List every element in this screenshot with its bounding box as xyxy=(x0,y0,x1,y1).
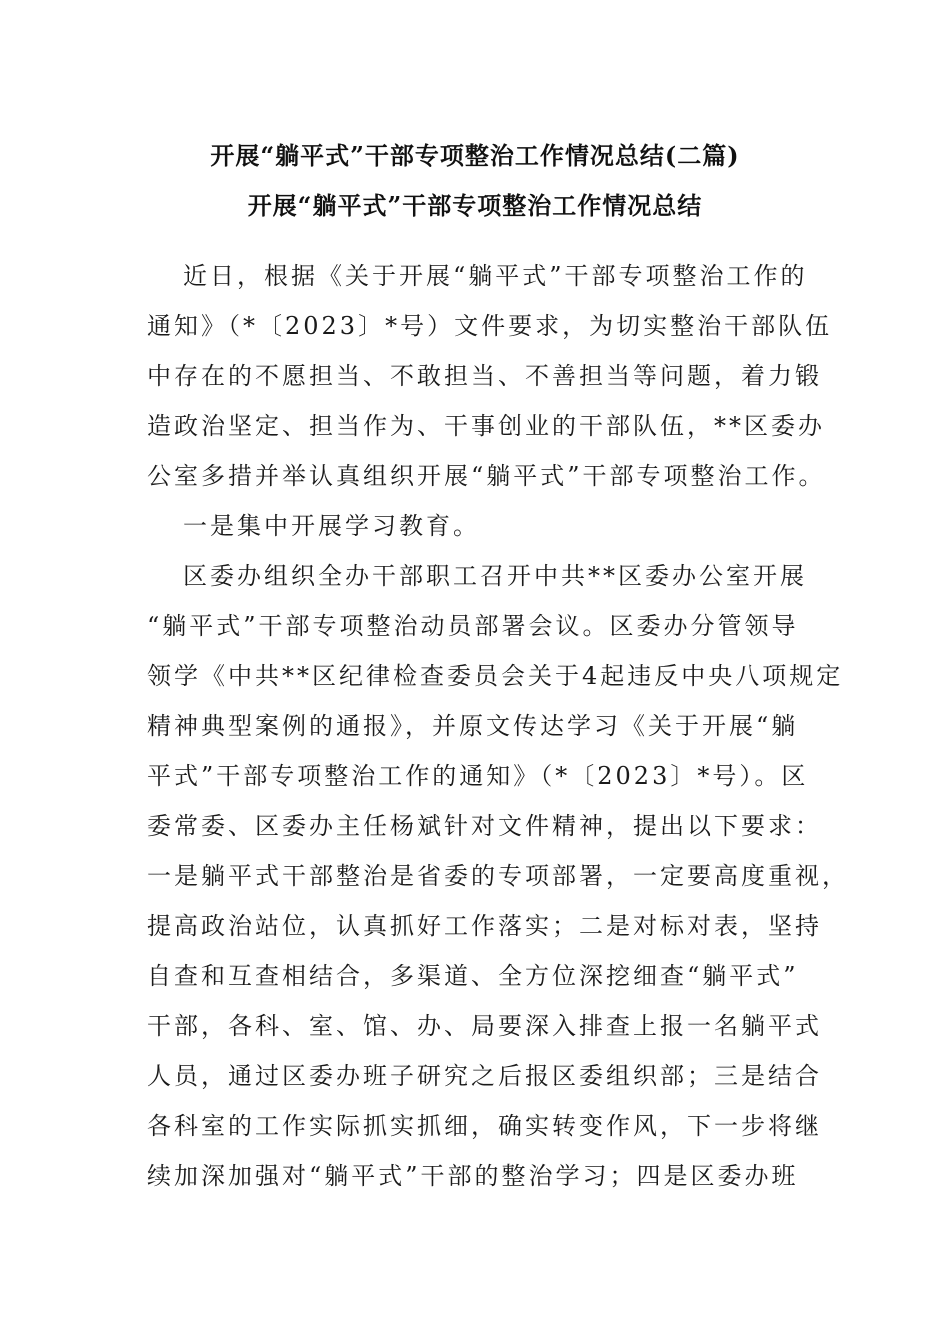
document-subtitle: 开展“躺平式”干部专项整治工作情况总结 xyxy=(247,191,703,220)
body-line: 公室多措并举认真组织开展“躺平式”干部专项整治工作。 xyxy=(147,462,826,490)
body-line: 人员，通过区委办班子研究之后报区委组织部；三是结合 xyxy=(147,1062,822,1090)
body-line: 一是躺平式干部整治是省委的专项部署，一定要高度重视， xyxy=(147,862,849,890)
body-line: 领学《中共**区纪律检查委员会关于4起违反中央八项规定 xyxy=(147,662,844,690)
document-title: 开展“躺平式”干部专项整治工作情况总结(二篇) xyxy=(210,141,740,170)
body-line: 通知》（*〔2023〕*号）文件要求，为切实整治干部队伍 xyxy=(147,312,833,340)
body-line: 中存在的不愿担当、不敢担当、不善担当等问题，着力锻 xyxy=(147,362,822,390)
body-line: 造政治坚定、担当作为、干事创业的干部队伍，**区委办 xyxy=(147,412,825,440)
body-line: 近日，根据《关于开展“躺平式”干部专项整治工作的 xyxy=(183,262,808,290)
body-line: “躺平式”干部专项整治动员部署会议。区委办分管领导 xyxy=(147,612,799,640)
body-line: 干部，各科、室、馆、办、局要深入排查上报一名躺平式 xyxy=(147,1012,822,1040)
body-line: 平式”干部专项整治工作的通知》（*〔2023〕*号）。区 xyxy=(147,762,809,790)
body-line: 区委办组织全办干部职工召开中共**区委办公室开展 xyxy=(183,562,807,590)
body-line: 委常委、区委办主任杨斌针对文件精神，提出以下要求： xyxy=(147,812,822,840)
body-line: 自查和互查相结合，多渠道、全方位深挖细查“躺平式” xyxy=(147,962,799,990)
body-line: 精神典型案例的通报》，并原文传达学习《关于开展“躺 xyxy=(147,712,799,740)
body-line: 各科室的工作实际抓实抓细，确实转变作风，下一步将继 xyxy=(147,1112,822,1140)
section-heading: 一是集中开展学习教育。 xyxy=(183,512,480,540)
body-line: 提高政治站位，认真抓好工作落实；二是对标对表，坚持 xyxy=(147,912,822,940)
body-line: 续加深加强对“躺平式”干部的整治学习；四是区委办班 xyxy=(147,1162,799,1190)
